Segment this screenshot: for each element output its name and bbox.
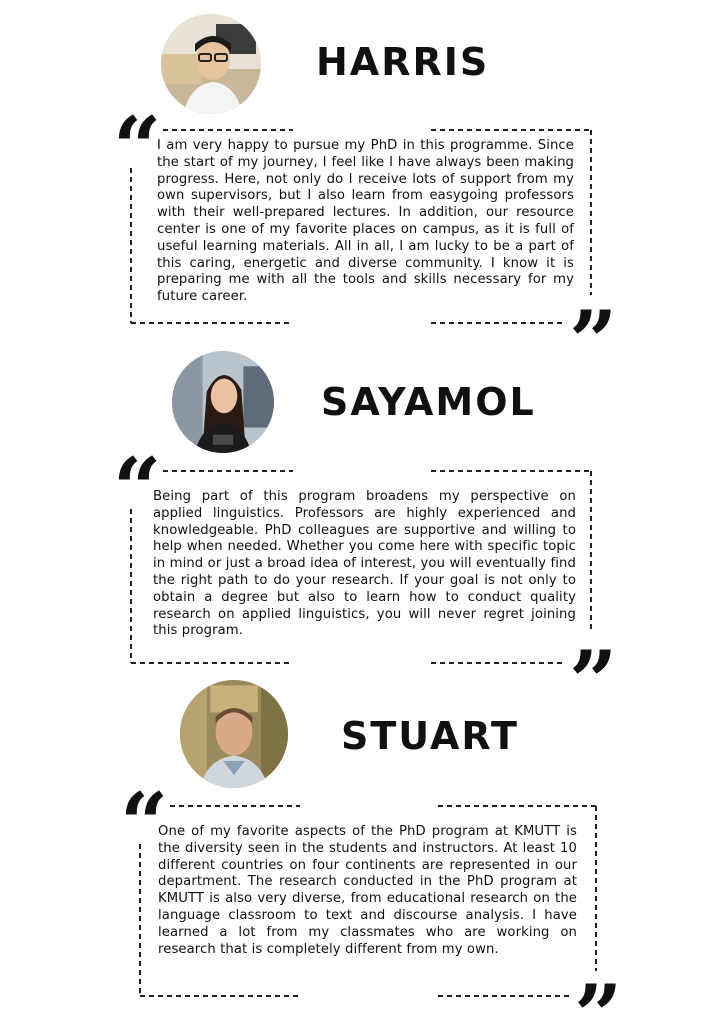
open-quote-icon: “ (113, 439, 162, 538)
portrait-photo-icon (180, 680, 288, 788)
portrait-photo-icon (161, 14, 261, 114)
avatar (172, 351, 274, 453)
quote-text: One of my favorite aspects of the PhD program at KMUTT is the diversity seen in the students and instructors. At least 10 different countries on four continents are represented in our department. The research conducted in the PhD program at KMUTT is also very diverse, from educational research on the language classroom to text and discourse analysis. I have learned a lot from my classmates who are working on research that is completely different from my own. (158, 824, 577, 957)
quote-frame (113, 439, 618, 731)
close-quote-icon: ” (569, 292, 618, 391)
open-quote-icon: “ (113, 98, 162, 197)
quote-text: Being part of this program broadens my perspective on applied linguistics. Professors are highly experienced and knowledgeable. PhD colleagues are supportive and willing to help when needed. Whether you come here with specific topic in mind or just a broad idea of interest, you will eventually find the right path to do your research. If your goal is not only to obtain a degree but also to learn how to conduct quality research on applied linguistics, you will never regret joining this program. (153, 489, 576, 639)
avatar (161, 14, 261, 114)
person-name: SAYAMOL (321, 380, 536, 424)
testimonial-sayamol (0, 345, 724, 731)
quote-frame (120, 774, 623, 1024)
person-name: HARRIS (316, 40, 490, 84)
testimonial-stuart (0, 680, 724, 1024)
quote-text: I am very happy to pursue my PhD in this programme. Since the start of my journey, I feel like I have always been making progress. Here, not only do I receive lots of support from my own supervisors, but I also learn from easygoing professors with their well-prepared lectures. In addition, our resource center is one of my favorite places on campus, as it is full of useful learning materials. All in all, I am lucky to be a part of this caring, energetic and diverse community. I know it is preparing me with all the tools and skills necessary for my future career. (157, 138, 574, 305)
person-name: STUART (341, 714, 519, 758)
quote-frame (113, 98, 618, 391)
close-quote-icon: ” (574, 966, 623, 1024)
close-quote-icon: ” (569, 632, 618, 731)
testimonial-harris (0, 0, 724, 391)
open-quote-icon: “ (120, 774, 169, 873)
avatar (180, 680, 288, 788)
portrait-photo-icon (172, 351, 274, 453)
